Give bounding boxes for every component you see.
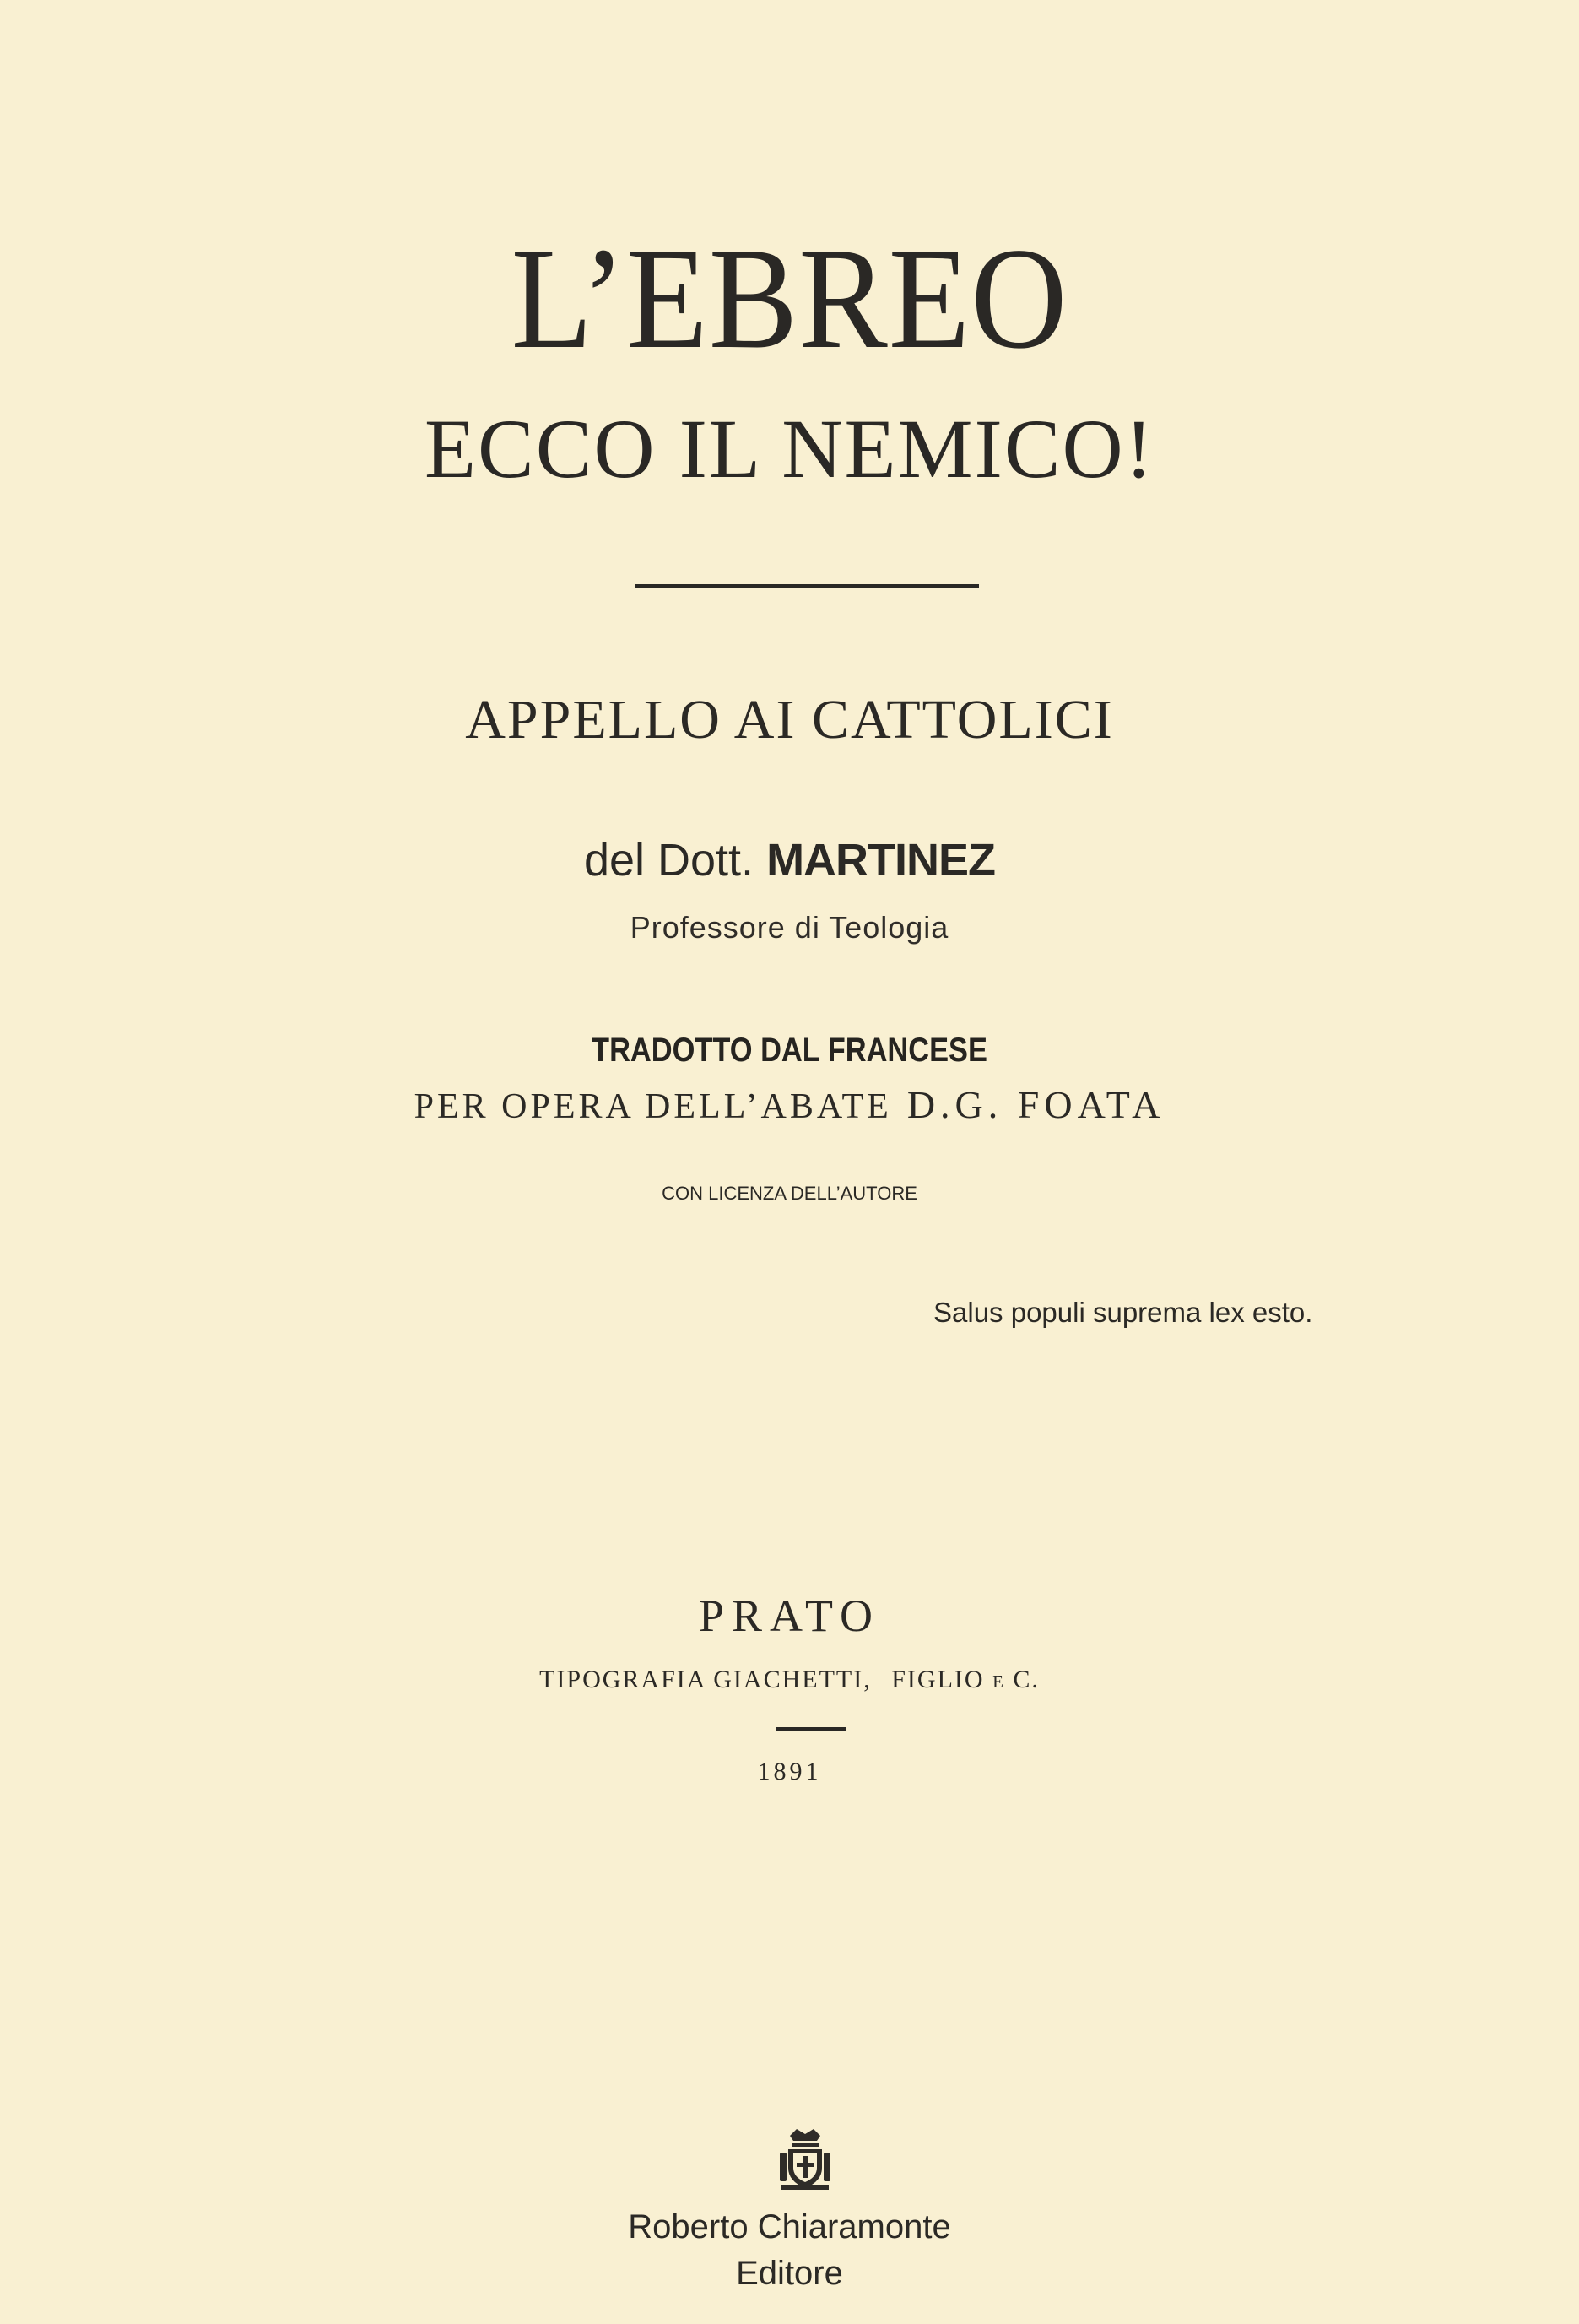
crest-logo-icon	[776, 2127, 834, 2193]
printer-main: TIPOGRAFIA GIACHETTI,	[539, 1666, 872, 1693]
publisher-role: Editore	[736, 2255, 843, 2292]
appeal-heading: APPELLO AI CATTOLICI	[465, 689, 1114, 750]
publication-year: 1891	[757, 1758, 822, 1785]
imprint-divider	[776, 1727, 846, 1731]
motto: Salus populi suprema lex esto.	[933, 1297, 1313, 1328]
translator-prefix: PER OPERA DELL’ABATE	[414, 1087, 892, 1126]
author-prefix: del Dott.	[583, 835, 754, 886]
translated-note: TRADOTTO DAL FRANCESE	[592, 1032, 987, 1069]
author-role: Professore di Teologia	[630, 910, 949, 945]
printer-figlio: FIGLIO	[891, 1666, 985, 1693]
translator-line	[0, 1083, 1579, 1126]
author-surname: MARTINEZ	[766, 835, 996, 886]
author-line	[0, 835, 1579, 886]
publication-city: PRATO	[698, 1590, 881, 1641]
book-title: L’EBREO	[511, 219, 1068, 379]
book-subtitle: ECCO IL NEMICO!	[424, 402, 1155, 496]
printer-line	[0, 1667, 1579, 1693]
title-divider	[635, 584, 979, 588]
printer-e: E	[992, 1671, 1005, 1692]
translator-name: D.G. FOATA	[906, 1083, 1165, 1126]
printer-c: C.	[1013, 1666, 1040, 1693]
publisher-name: Roberto Chiaramonte	[628, 2208, 951, 2245]
license-note: CON LICENZA DELL’AUTORE	[662, 1183, 917, 1204]
